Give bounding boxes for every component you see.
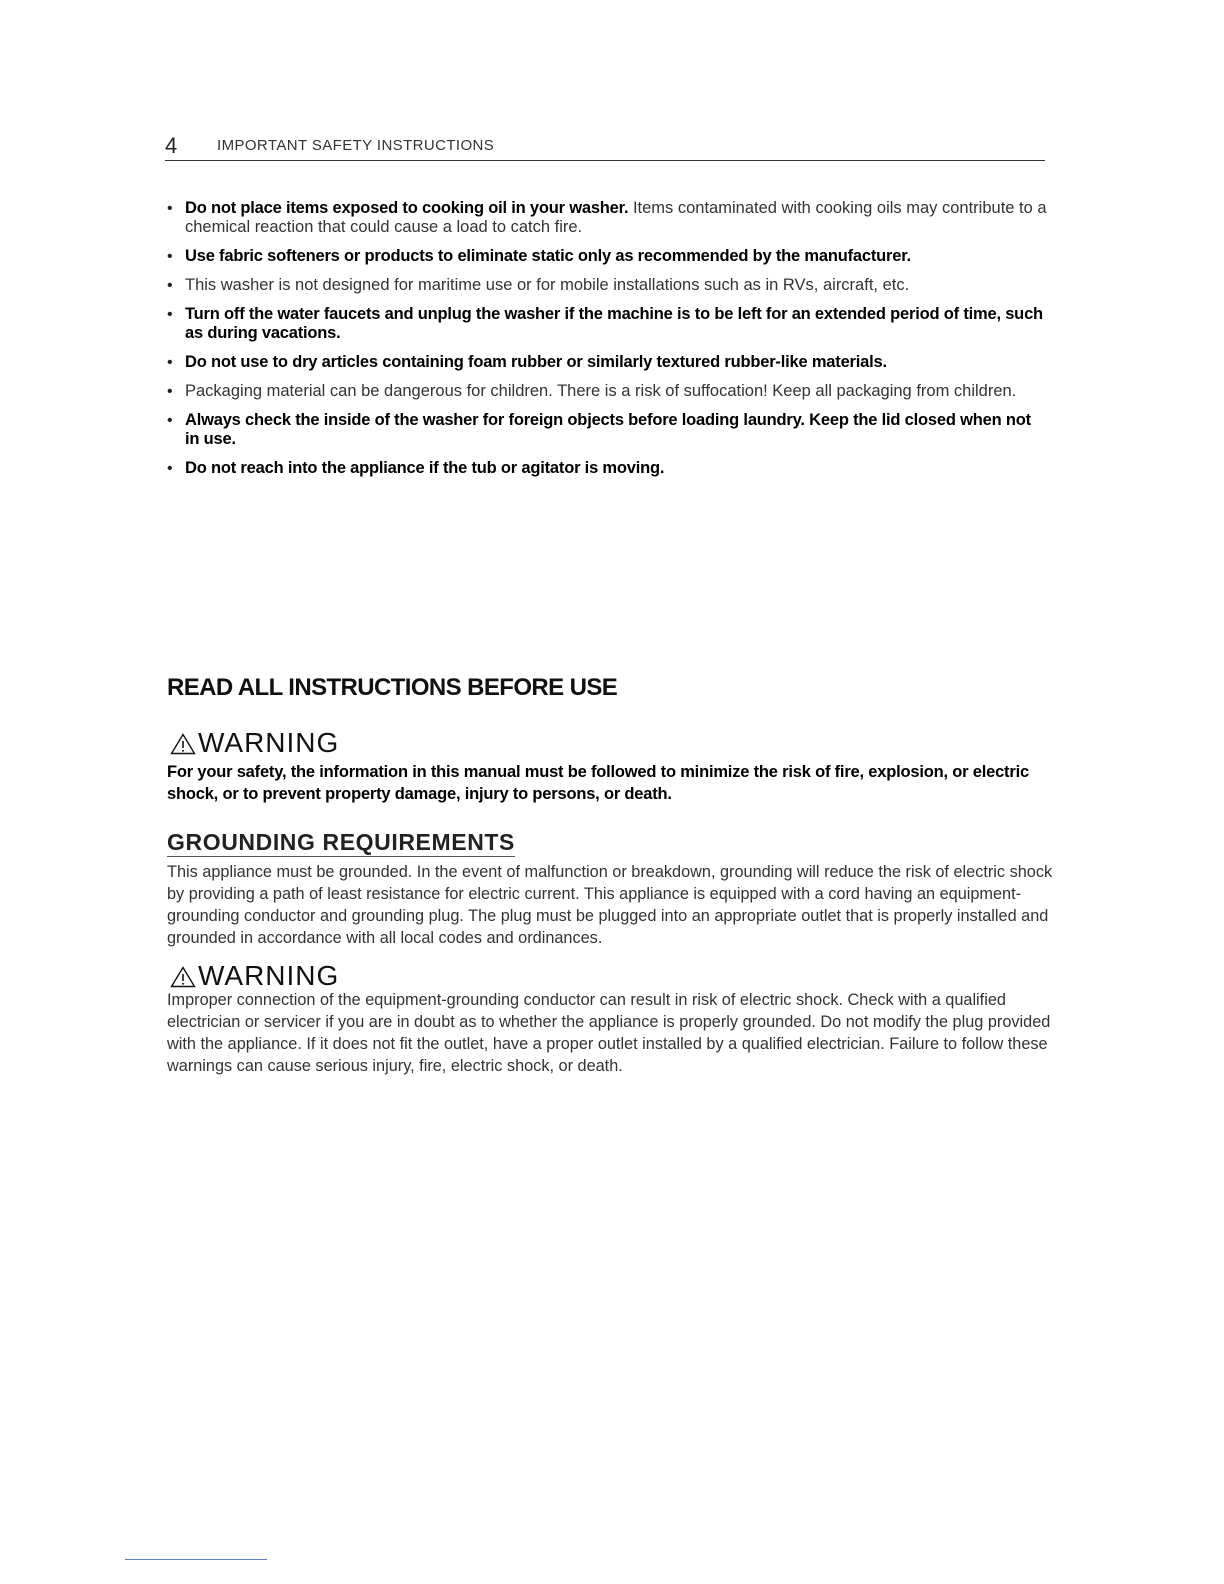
bullet-bold-text: Do not use to dry articles containing foam rubber or similarly textured rubber-like materials. bbox=[185, 353, 887, 371]
safety-bullet-list bbox=[167, 199, 1047, 488]
list-item bbox=[167, 276, 1047, 295]
bullet-bold-text: Use fabric softeners or products to eliminate static only as recommended by the manufacturer. bbox=[185, 247, 911, 265]
warning-triangle-icon bbox=[170, 966, 196, 988]
page-number: 4 bbox=[165, 133, 178, 158]
running-head-title: IMPORTANT SAFETY INSTRUCTIONS bbox=[217, 137, 495, 154]
warning-text: For your safety, the information in this manual must be followed to minimize the risk of fire, explosion, or electric shock, or to prevent property damage, injury to persons, or death. bbox=[167, 763, 1029, 803]
list-item bbox=[167, 199, 1047, 237]
warning-label: WARNING bbox=[198, 960, 340, 991]
bullet-text: This washer is not designed for maritime use or for mobile installations such as in RVs, aircraft, etc. bbox=[185, 276, 910, 294]
bullet-text: Items contaminated with cooking oils may contribute to a chemical reaction that could cause a load to catch fire. bbox=[185, 199, 1047, 236]
warning-paragraph: Improper connection of the equipment-grounding conductor can result in risk of electric shock. Check with a qualified electrician or servicer if you are in doubt as to whether the appliance is properly grounded. Do not modify the plug provided with the appliance. If it does not fit the outlet, have a proper outlet installed by a qualified electrician. Failure to follow these warnings can cause serious injury, fire, electric shock, or death. bbox=[167, 991, 1051, 1075]
grounding-heading: GROUNDING REQUIREMENTS bbox=[167, 829, 515, 855]
read-all-heading: READ ALL INSTRUCTIONS BEFORE USE bbox=[167, 674, 618, 701]
list-item bbox=[167, 353, 1047, 372]
warning-label: WARNING bbox=[198, 727, 340, 758]
warning-heading bbox=[170, 727, 339, 759]
warning-heading-2 bbox=[170, 960, 339, 992]
list-item bbox=[167, 247, 1047, 266]
list-item bbox=[167, 411, 1047, 449]
footer-rule bbox=[125, 1559, 267, 1560]
list-item bbox=[167, 459, 1047, 478]
bullet-text: Packaging material can be dangerous for children. There is a risk of suffocation! Keep all packaging from children. bbox=[185, 382, 1017, 400]
list-item bbox=[167, 382, 1047, 401]
bullet-bold-text: Do not reach into the appliance if the tub or agitator is moving. bbox=[185, 459, 665, 477]
bullet-bold-text: Always check the inside of the washer for foreign objects before loading laundry. Keep the lid closed when not in use. bbox=[185, 411, 1031, 448]
grounding-paragraph: This appliance must be grounded. In the event of malfunction or breakdown, grounding will reduce the risk of electric shock by providing a path of least resistance for electric current. This appliance is equipped with a cord having an equipment-grounding conductor and grounding plug. The plug must be plugged into an appropriate outlet that is properly installed and grounded in accordance with all local codes and ordinances. bbox=[167, 863, 1053, 947]
bullet-bold-text: Do not place items exposed to cooking oil in your washer. bbox=[185, 199, 629, 217]
list-item bbox=[167, 305, 1047, 343]
warning-triangle-icon bbox=[170, 733, 196, 755]
bullet-bold-text: Turn off the water faucets and unplug the washer if the machine is to be left for an extended period of time, such as during vacations. bbox=[185, 305, 1043, 342]
page-header bbox=[165, 134, 1045, 161]
